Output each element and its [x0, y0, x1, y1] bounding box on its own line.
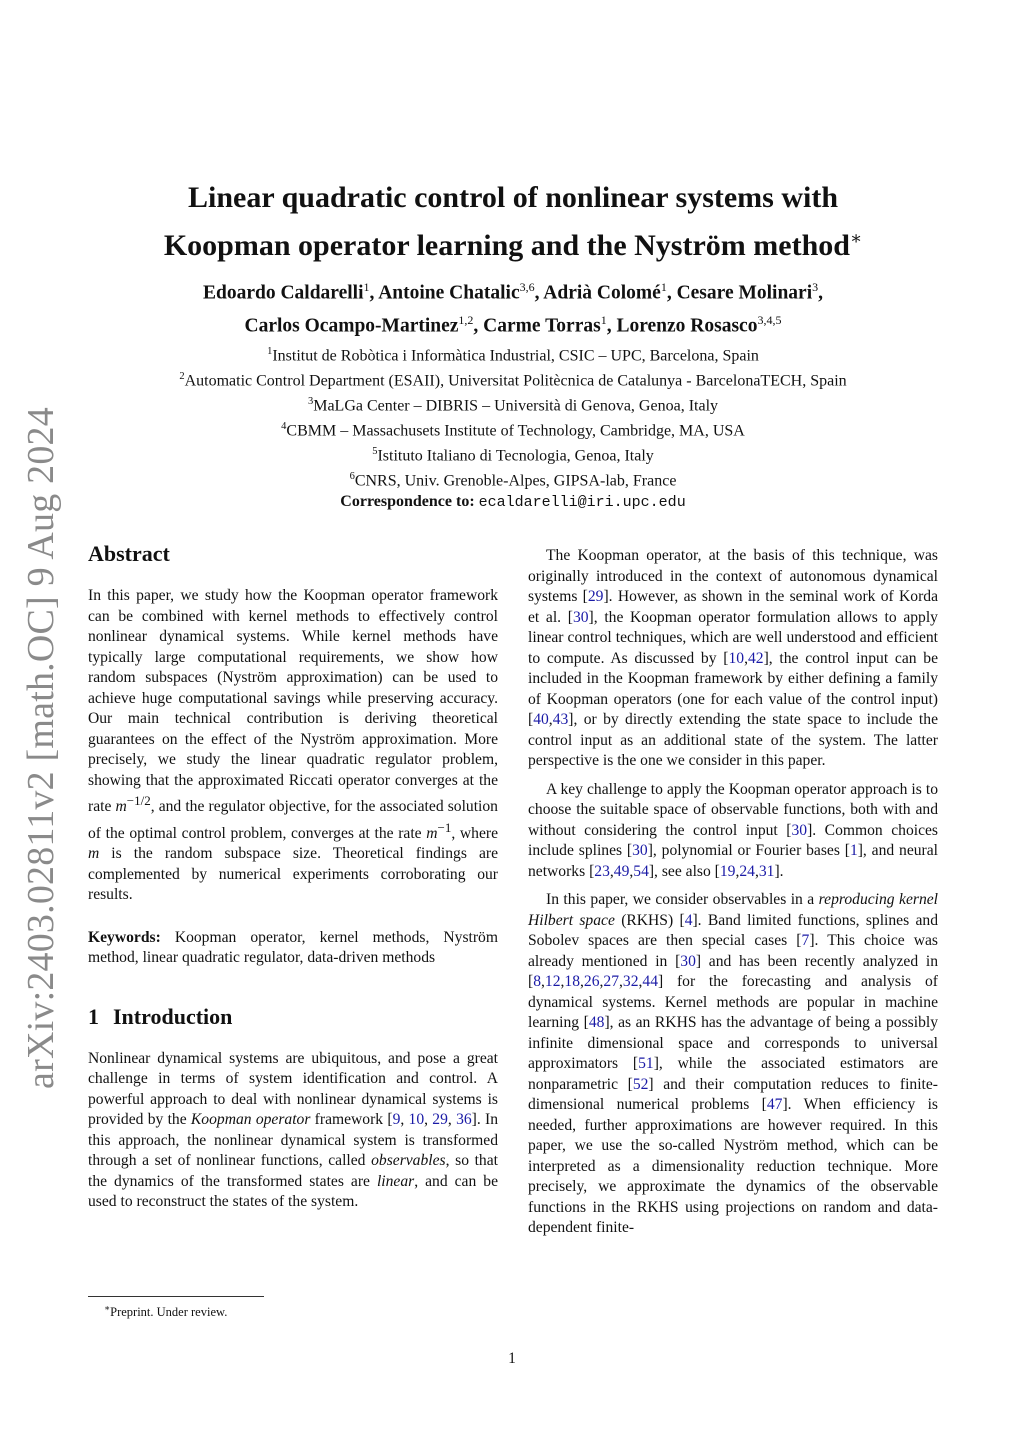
citation-link[interactable]: 32: [622, 973, 639, 990]
citation-link[interactable]: 12: [544, 973, 561, 990]
author-name: Carme Torras: [483, 315, 601, 336]
author-affiliation-marks: 1: [363, 280, 370, 294]
author-name: Cesare Molinari: [676, 282, 813, 304]
citation-link[interactable]: 10: [408, 1111, 425, 1129]
author-name: Edoardo Caldarelli: [202, 282, 364, 304]
emphasis: linear: [376, 1172, 415, 1190]
citation-link[interactable]: 8: [533, 973, 541, 990]
abstract-heading: Abstract: [88, 541, 170, 566]
emphasis: m: [115, 798, 127, 816]
citation-link[interactable]: 52: [632, 1075, 649, 1093]
arxiv-identifier-text: arXiv:2403.02811v2 [math.OC] 9 Aug 2024: [20, 407, 62, 1089]
emphasis: Koopman operator: [190, 1111, 311, 1129]
author-affiliation-marks: 3,6: [519, 280, 535, 294]
correspondence: [90, 492, 936, 514]
body-paragraph: In this paper, we consider observables in a reproducing kernel Hilbert space (RKHS) [4]. Band limited functions, splines and Sobolev spaces are then special cases [7]. This choice was already mentioned in [30] and has been recently analyzed in [8,12,18,26,27,32,44] for the forecasting and analysis of dynamical systems. Kernel methods are popular in machine learning [48], as an RKHS has the advantage of being a possibly infinite dimensional space and corresponds to universal approximators [51], while the associated estimators are nonparametric [52] and their computation reduces to finite-dimensional numerical problems [47]. When efficiency is needed, further approximations are however required. In this paper, we use the so-called Nyström method, which can be interpreted as a dimensionality reduction technique. More precisely, we approximate the dynamics of the observable functions in the RKHS using projections on random and data-dependent finite-: [528, 891, 938, 1236]
affiliation-text: Institut de Robòtica i Informàtica Industrial, CSIC – UPC, Barcelona, Spain: [272, 347, 759, 365]
section-number: 1: [88, 1003, 99, 1029]
affiliation-item: [90, 417, 936, 442]
citation-link[interactable]: 1: [849, 842, 858, 859]
citation-link[interactable]: 7: [801, 932, 810, 949]
author-affiliation-marks: 1: [600, 312, 607, 327]
author-affiliation-marks: 3: [812, 280, 819, 294]
footnote-divider: [88, 1296, 264, 1297]
keywords-text: Koopman operator, kernel methods, Nyström method, linear quadratic regulator, data-driven methods: [88, 928, 498, 967]
author-name: Lorenzo Rosasco: [616, 315, 758, 336]
author-name: Adrià Colomé: [543, 282, 661, 304]
citation-link[interactable]: 43: [552, 711, 569, 728]
citation-link[interactable]: 30: [632, 842, 648, 859]
author-name: Antoine Chatalic: [378, 282, 520, 304]
paper-title: [90, 178, 936, 266]
emphasis: reproducing kernel Hilbert space: [528, 891, 938, 929]
citation-link[interactable]: 48: [588, 1014, 605, 1031]
citation-link[interactable]: 31: [758, 862, 775, 880]
citation-link[interactable]: 10: [728, 649, 745, 667]
keywords: [88, 928, 498, 969]
emphasis: m: [426, 824, 438, 842]
citation-link[interactable]: 24: [739, 862, 755, 880]
citation-link[interactable]: 18: [564, 973, 580, 990]
arxiv-identifier-stamp: [20, 407, 62, 1089]
math-exponent: −1/2: [126, 793, 151, 808]
citation-link[interactable]: 42: [747, 649, 764, 667]
citation-link[interactable]: 47: [766, 1096, 783, 1113]
author-list: [90, 274, 936, 339]
citation-link[interactable]: 30: [572, 608, 589, 626]
emphasis: observables: [371, 1152, 446, 1170]
citation-link[interactable]: 23: [594, 862, 610, 880]
introduction-heading: [88, 1003, 498, 1031]
affiliation-text: Automatic Control Department (ESAII), Universitat Politècnica de Catalunya - BarcelonaTECH, Spain: [184, 372, 847, 390]
author-line-1: Edoardo Caldarelli$^1$, Antoine Chatalic$^{3,6}$, Adrià Colomé$^1$, Cesare Molinari$^3$,: [202, 280, 824, 304]
author-affiliation-marks: 3,4,5: [757, 312, 782, 327]
citation-link[interactable]: 27: [603, 973, 619, 990]
affiliation-item: [90, 467, 936, 492]
affiliation-text: Istituto Italiano di Tecnologia, Genoa, Italy: [377, 447, 654, 465]
citation-link[interactable]: 44: [642, 973, 658, 990]
correspondence-email[interactable]: ecaldarelli@iri.upc.edu: [478, 493, 686, 511]
keywords-label: Keywords:: [88, 928, 161, 946]
affiliation-number: 6: [349, 470, 355, 482]
affiliation-number: 2: [179, 370, 185, 382]
author-line-2: Carlos Ocampo-Martinez$^{1,2}$, Carme Torras$^1$, Lorenzo Rosasco$^{3,4,5}$: [244, 312, 782, 336]
citation-link[interactable]: 26: [583, 973, 600, 990]
math-exponent: −1: [437, 819, 452, 835]
citation-link[interactable]: 30: [680, 952, 696, 970]
abstract-body: In this paper, we study how the Koopman operator framework can be combined with kernel methods to effectively control nonlinear dynamical systems. While kernel methods have typically large computational requirements, we show how random subspaces (Nyström approximation) can be used to achieve huge computational savings while preserving accuracy. Our main technical contribution is deriving theoretical guarantees on the effect of the Nyström approximation. More precisely, we study the linear quadratic regulator problem, showing that the approximated Riccati operator converges at the rate $m^{-1/2}$, and the regulator objective, for the associated solution of the optimal control problem, converges at the rate $m^{-1}$, where m is the random subspace size. Theoretical findings are complemented by numerical experiments corroborating our results.: [88, 587, 499, 904]
citation-link[interactable]: 51: [638, 1055, 654, 1072]
citation-link[interactable]: 49: [613, 862, 630, 880]
right-column: [528, 546, 938, 1247]
affiliation-number: 3: [307, 395, 314, 407]
citation-link[interactable]: 29: [587, 588, 604, 605]
citation-link[interactable]: 36: [456, 1111, 472, 1129]
footnote-mark: ∗: [104, 1303, 111, 1313]
affiliation-item: [90, 367, 936, 392]
author-name: Carlos Ocampo-Martinez: [244, 315, 459, 336]
affiliation-number: 4: [281, 420, 287, 432]
introduction-paragraph-1: Nonlinear dynamical systems are ubiquitous, and pose a great challenge in terms of system identification and control. A powerful approach to deal with nonlinear dynamical systems is provided by the Koopman operator framework [9, 10, 29, 36]. In this approach, the nonlinear dynamical system is transformed through a set of nonlinear functions, called observables, so that the dynamics of the transformed states are linear, and can be used to reconstruct the states of the system.: [88, 1049, 499, 1211]
emphasis: m: [88, 845, 100, 863]
author-affiliation-marks: 1,2: [458, 312, 474, 327]
affiliation-item: [90, 342, 936, 367]
affiliation-number: 1: [267, 346, 273, 357]
left-column: [88, 540, 498, 1221]
body-paragraph: A key challenge to apply the Koopman operator approach is to choose the suitable space of observable functions, both with and without considering the control input [30]. Common choices include splines [30], polynomial or Fourier bases [1], and neural networks [23,49,54], see also [19,24,31].: [528, 780, 938, 880]
affiliation-item: [90, 442, 936, 467]
footnote-text: Preprint. Under review.: [110, 1305, 228, 1320]
page-number: 1: [508, 1350, 516, 1367]
citation-link[interactable]: 19: [719, 862, 736, 880]
author-affiliation-marks: 1: [660, 280, 667, 294]
section-title: Introduction: [113, 1003, 233, 1029]
citation-link[interactable]: 40: [533, 711, 549, 728]
affiliation-text: CBMM – Massachusets Institute of Technology, Cambridge, MA, USA: [286, 422, 745, 440]
citation-link[interactable]: 54: [633, 862, 649, 880]
citation-link[interactable]: 4: [684, 911, 693, 929]
citation-link[interactable]: 30: [791, 821, 808, 839]
body-paragraph: The Koopman operator, at the basis of this technique, was originally introduced in the context of autonomous dynamical systems [29]. However, as shown in the seminal work of Korda et al. [30], the Koopman operator formulation allows to apply linear control techniques, which are well understood and efficient to compute. As discussed by [10,42], the control input can be included in the Koopman framework by either defining a family of Koopman operators (one for each value of the control input) [40,43], or by directly extending the state space to include the control input as an additional state of the system. The latter perspective is the one we consider in this paper.: [528, 547, 938, 769]
footnote: [104, 1300, 227, 1320]
affiliation-text: CNRS, Univ. Grenoble-Alpes, GIPSA-lab, France: [354, 471, 677, 489]
citation-link[interactable]: 29: [432, 1111, 448, 1129]
title-line-2: [90, 218, 936, 266]
citation-link[interactable]: 9: [392, 1111, 401, 1129]
title-footnote-mark: ∗: [849, 228, 863, 248]
affiliation-list: [90, 342, 936, 513]
affiliation-text: MaLGa Center – DIBRIS – Università di Genova, Genoa, Italy: [313, 397, 719, 415]
title-line-1: Linear quadratic control of nonlinear systems with: [187, 181, 839, 214]
correspondence-label: Correspondence to:: [340, 492, 475, 510]
title-line-2-text: Koopman operator learning and the Nyström method: [163, 229, 850, 262]
affiliation-item: [90, 392, 936, 417]
affiliation-number: 5: [372, 445, 378, 457]
